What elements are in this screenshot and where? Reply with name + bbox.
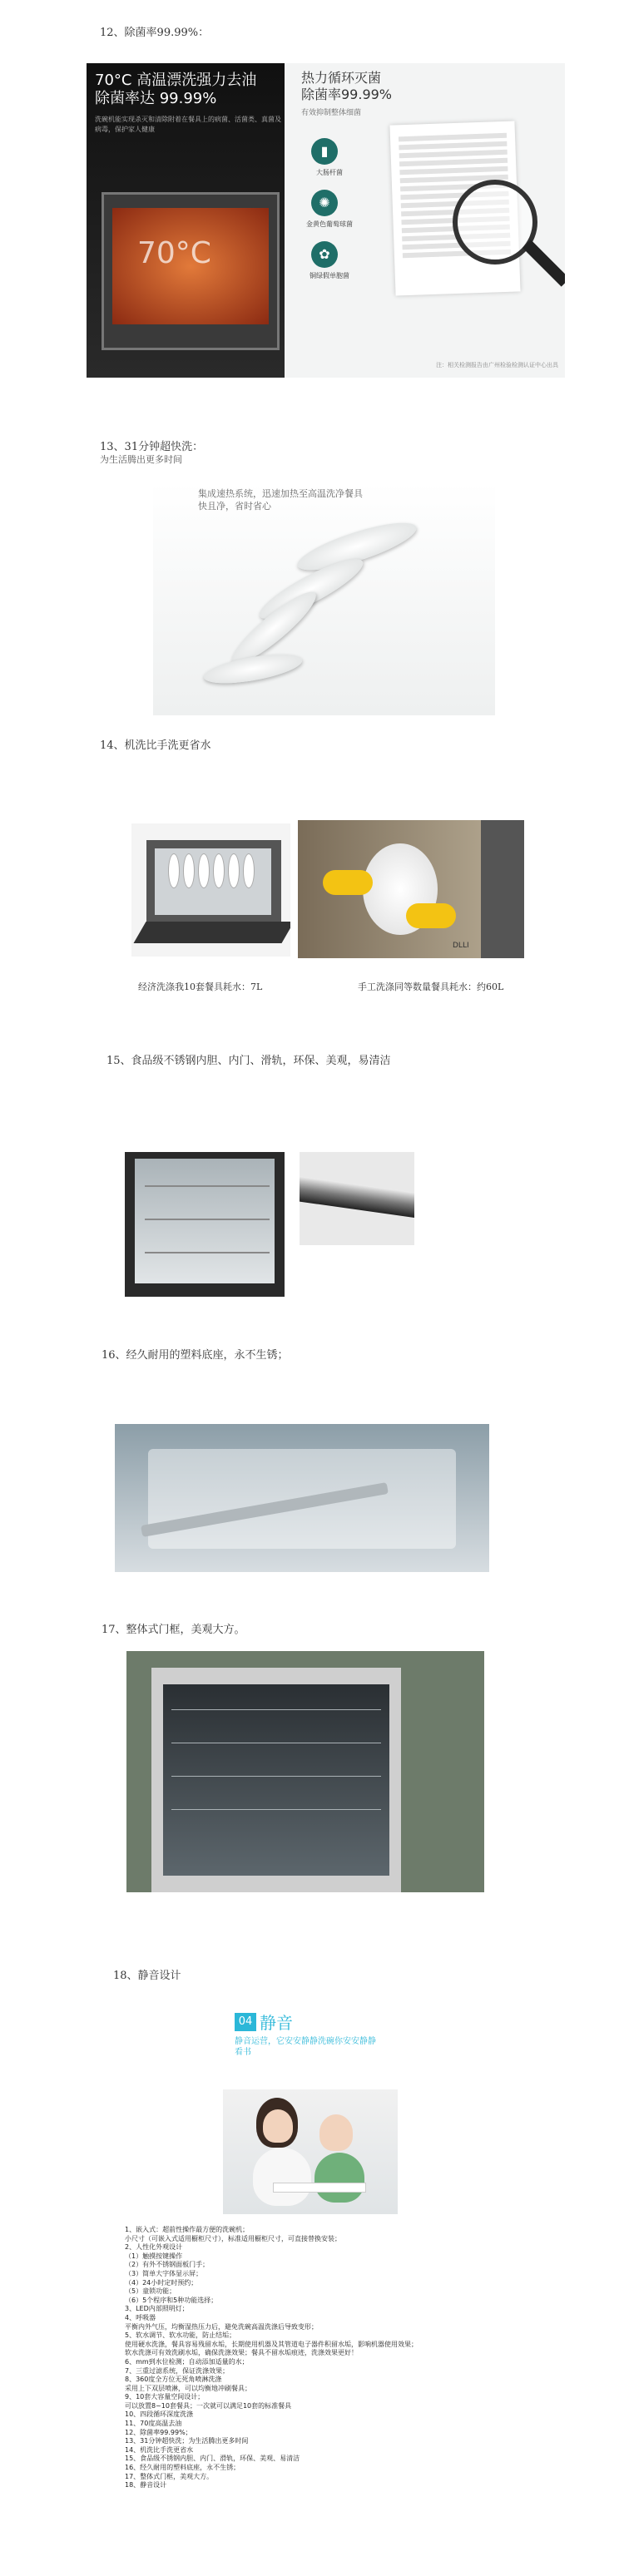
glove-left (323, 870, 373, 895)
spec-item: 16、经久耐用的塑料底座，永不生锈； (125, 2464, 240, 2472)
family-scene (223, 2089, 398, 2214)
hand-wash-brand-text: DLLI (453, 942, 469, 950)
rack-wire (171, 1776, 381, 1777)
dish (243, 853, 255, 888)
spec-item: 11、70度高温去油 (125, 2420, 182, 2428)
section-12-heading: 12、除菌率99.99%： (100, 27, 210, 39)
spec-item: 18、静音设计 (125, 2481, 167, 2489)
interior-panel (135, 1159, 275, 1283)
fast-wash-image (153, 482, 495, 715)
thermal-title-line-1: 热力循环灭菌 (301, 70, 382, 86)
child-face (319, 2114, 353, 2151)
high-temp-title (95, 72, 286, 108)
magnifier-handle (522, 240, 565, 287)
spec-item: 使用硬水洗涤，餐具容易残留水垢，长期使用机器及其管道电子器件积留水垢，影响机器使用效果； (125, 2340, 418, 2348)
dish (198, 853, 210, 888)
plastic-base-image (115, 1424, 489, 1572)
spec-item: 12、除菌率99.99%； (125, 2428, 192, 2436)
hand-wash-image (298, 820, 524, 958)
door-frame-image (126, 1651, 484, 1892)
glove-right (406, 903, 456, 928)
thermal-sub: 有效抑制整体细菌 (301, 109, 362, 117)
dishwasher-open-image (131, 823, 290, 957)
virus-icon: ✺ (311, 190, 338, 216)
magnifier-icon (453, 180, 537, 265)
icon-label-1: 大肠杆菌 (316, 169, 343, 176)
spec-item: 平衡内外气压，均衡湿热压力后，避免洗碗高温洗涤后导致变形； (125, 2322, 318, 2331)
spec-item: 2、人性化外观设计 (125, 2243, 183, 2252)
spec-item: 10、四段循环深度洗涤 (125, 2410, 194, 2419)
spec-item: 5、软水调节、软水功能，防止结垢； (125, 2331, 236, 2340)
dishwasher-interior-image (102, 192, 280, 350)
quiet-desc: 静音运营，它安安静静洗碗你安安静静看书 (235, 2037, 376, 2057)
spec-item: 9、10套大容量空间设计； (125, 2393, 205, 2401)
cavity (163, 1684, 389, 1876)
rack-line (145, 1252, 270, 1253)
spec-item: （3）简单大字体显示屏； (125, 2269, 203, 2277)
section-15-heading: 15、食品级不锈钢内胆、内门、滑轨，环保、美观，易清洁 (106, 1055, 391, 1067)
stainless-interior-image (125, 1152, 285, 1297)
rack-line (145, 1219, 270, 1220)
certificate-note: 注：相关检测报告由广州检验检测认证中心出具 (436, 362, 558, 368)
dishwasher-door (133, 922, 290, 943)
dish (228, 853, 240, 888)
spec-item: （1）触摸按键操作 (125, 2252, 183, 2260)
spec-item: （6）5个程序和5种功能选择； (125, 2296, 218, 2304)
dish (183, 853, 195, 888)
high-temp-desc: 洗碗机能实现杀灭和清除附着在餐具上的病菌、活菌类、真菌及病毒，保护家人健康 (95, 116, 281, 133)
spec-item: 7、三重过滤系统，保证洗涤效果； (125, 2366, 230, 2375)
high-temp-title-line-2: 除菌率达 99.99% (95, 90, 217, 107)
spec-list (125, 2226, 591, 2490)
spec-item: 8、360度全方位无死角喷淋洗涤 (125, 2376, 222, 2384)
rack-wire (171, 1809, 381, 1810)
section-13-subheading: 为生活腾出更多时间 (100, 454, 182, 465)
spec-item: 小尺寸（可嵌入式适用橱柜尺寸），标准适用橱柜尺寸，可直接替换安装； (125, 2234, 341, 2242)
section-17-heading: 17、整体式门框，美观大方。 (102, 1624, 245, 1636)
spec-item: 3、LED内部照明灯； (125, 2305, 189, 2313)
spec-item: 14、机洗比手洗更省水 (125, 2445, 194, 2454)
rail-bar (300, 1175, 414, 1219)
quiet-design-image (215, 1998, 403, 2222)
spec-item: 1、嵌入式：超前性操作最方便的洗碗机； (125, 2226, 250, 2233)
thermal-title (301, 70, 434, 103)
dish (213, 853, 225, 888)
spec-item: 可以放置8~10套餐具；一次就可以满足10套的标准餐具 (125, 2401, 292, 2410)
section-13-heading: 13、31分钟超快洗： (100, 441, 204, 453)
spec-item: （4）24小时定时预约； (125, 2278, 198, 2287)
feature-number: 04 (235, 2013, 256, 2031)
spec-item: 13、31分钟超快洗；为生活腾出更多时间 (125, 2437, 249, 2445)
fast-wash-text: 集成速热系统，迅速加热至高温洗净餐具快且净，省时省心 (198, 488, 363, 512)
oven-temp-text: 70°C (137, 236, 211, 270)
germ-icon: ✿ (311, 241, 338, 268)
child-body (314, 2153, 364, 2203)
section-18-heading: 18、静音设计 (113, 1970, 181, 1982)
caption-hand: 手工洗涤同等数量餐具耗水：约60L (358, 981, 504, 992)
spec-item: 4、呼吸器 (125, 2313, 156, 2321)
spec-item: 软水洗涤可有效洗刷水垢，确保洗涤效果；餐具不留水垢痕迹，洗涤效果更好！ (125, 2349, 358, 2357)
spec-item: （5）童锁功能； (125, 2287, 176, 2296)
icon-label-3: 铜绿假单胞菌 (310, 272, 349, 279)
spec-item: 15、食品级不锈钢内胆、内门、滑轨，环保、美观、易清洁 (125, 2455, 300, 2463)
bottle-icon: ▮ (311, 138, 338, 165)
spec-item: 采用上下双层喷淋，可以均衡地冲刷餐具； (125, 2384, 251, 2392)
spec-item: 17、整体式门框，美观大方。 (125, 2472, 214, 2480)
spec-item: （2）有外不锈钢面板门手； (125, 2261, 210, 2269)
thermal-title-line-2: 除菌率99.99% (301, 87, 393, 102)
rack-line (145, 1185, 270, 1187)
faucet-area (481, 820, 524, 958)
caption-machine: 经济洗涤我10套餐具耗水：7L (138, 981, 263, 992)
section-14-heading: 14、机洗比手洗更省水 (100, 739, 211, 752)
woman-body (253, 2148, 311, 2206)
woman-face (263, 2109, 293, 2143)
section-16-heading: 16、经久耐用的塑料底座，永不生锈； (102, 1349, 289, 1362)
sterilization-banner (87, 63, 565, 378)
spec-item: 6、mm到水位检测；自动添加适量的水； (125, 2357, 249, 2366)
dish (168, 853, 180, 888)
book (273, 2183, 366, 2193)
high-temp-title-line-1: 70°C 高温漂洗强力去油 (95, 72, 257, 89)
quiet-title: 静音 (260, 2013, 293, 2033)
stainless-rail-image (300, 1152, 414, 1245)
rack-wire (171, 1709, 381, 1710)
icon-label-2: 金黄色葡萄球菌 (306, 220, 353, 228)
